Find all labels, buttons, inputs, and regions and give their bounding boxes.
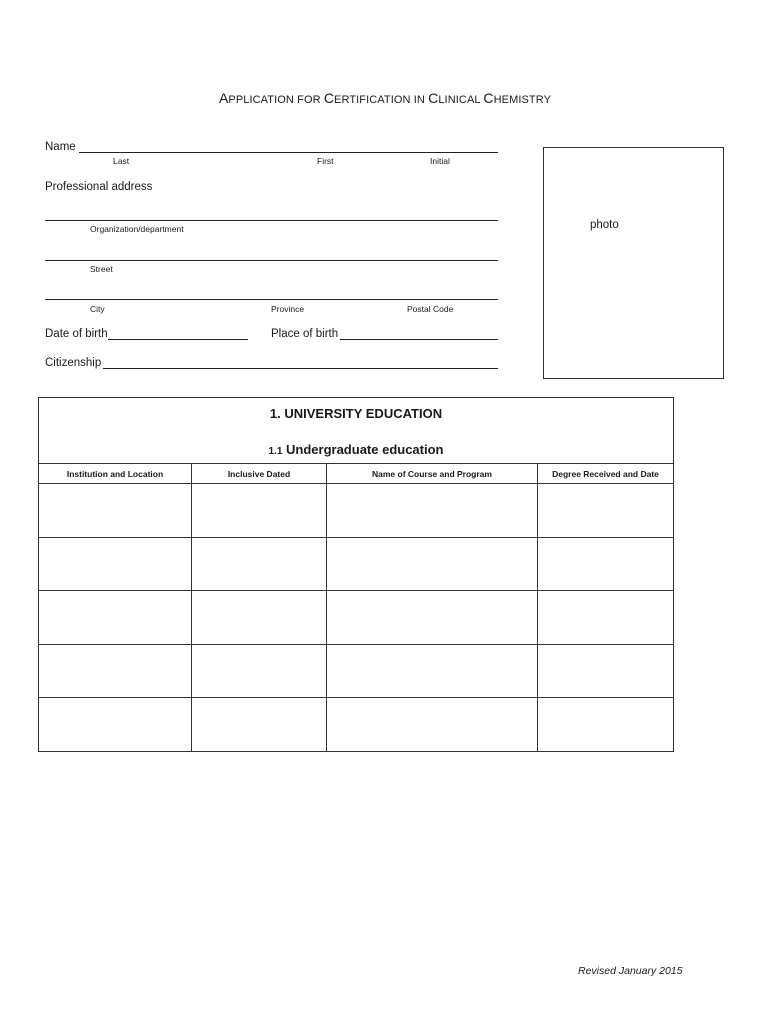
revised-date: Revised January 2015 [578, 965, 683, 977]
subsection-number: 1.1 [268, 446, 283, 457]
table-cell-input[interactable] [327, 484, 538, 538]
street-caption: Street [90, 264, 113, 274]
name-label: Name [45, 141, 76, 153]
table-cell-input[interactable] [39, 537, 192, 591]
table-cell-input[interactable] [192, 484, 327, 538]
column-header: Name of Course and Program [327, 464, 538, 484]
pob-label: Place of birth [271, 328, 339, 340]
title-part: C [323, 90, 335, 106]
column-header: Inclusive Dated [192, 464, 327, 484]
province-caption: Province [271, 304, 305, 314]
title-part: PPLICATION FOR [228, 94, 324, 106]
table-cell-input[interactable] [538, 591, 674, 645]
professional-address-label: Professional address [45, 181, 153, 193]
title-part: C [428, 90, 439, 106]
table-cell-input[interactable] [538, 644, 674, 698]
table-cell-input[interactable] [538, 698, 674, 752]
name-field[interactable] [79, 152, 498, 153]
table-cell-input[interactable] [538, 537, 674, 591]
organization-caption: Organization/department [90, 224, 184, 234]
city-caption: City [90, 304, 105, 314]
title-part: LINICAL [438, 94, 484, 106]
citizenship-label: Citizenship [45, 357, 102, 369]
table-row [39, 591, 674, 645]
title-part: ERTIFICATION IN [334, 94, 429, 106]
section-title: 1. UNIVERSITY EDUCATION [269, 406, 443, 421]
form-title [0, 90, 770, 106]
column-header: Institution and Location [39, 464, 192, 484]
table-row [39, 644, 674, 698]
dob-field[interactable] [108, 339, 248, 340]
pob-field[interactable] [340, 339, 498, 340]
table-row [39, 537, 674, 591]
photo-box[interactable] [543, 147, 724, 379]
name-initial-caption: Initial [430, 156, 450, 166]
organization-field[interactable] [45, 220, 498, 221]
table-cell-input[interactable] [327, 644, 538, 698]
table-cell-input[interactable] [327, 698, 538, 752]
table-row [39, 484, 674, 538]
dob-label: Date of birth [45, 328, 108, 340]
subsection-title-text: Undergraduate education [282, 442, 444, 457]
city-province-postal-field[interactable] [45, 299, 498, 300]
street-field[interactable] [45, 260, 498, 261]
table-cell-input[interactable] [192, 644, 327, 698]
table-cell-input[interactable] [39, 484, 192, 538]
education-rows [39, 484, 674, 752]
citizenship-field[interactable] [103, 368, 498, 369]
column-header: Degree Received and Date [538, 464, 674, 484]
table-cell-input[interactable] [327, 591, 538, 645]
table-row [39, 698, 674, 752]
title-part: C [483, 90, 494, 106]
postal-code-caption: Postal Code [407, 304, 454, 314]
education-table [38, 397, 674, 752]
education-header [39, 398, 674, 464]
table-cell-input[interactable] [39, 591, 192, 645]
title-part: HEMISTRY [493, 94, 552, 106]
table-cell-input[interactable] [192, 537, 327, 591]
subsection-title [39, 442, 673, 457]
table-cell-input[interactable] [39, 698, 192, 752]
name-last-caption: Last [113, 156, 130, 166]
table-cell-input[interactable] [192, 698, 327, 752]
table-cell-input[interactable] [327, 537, 538, 591]
name-first-caption: First [317, 156, 334, 166]
title-part: A [218, 90, 229, 106]
table-cell-input[interactable] [538, 484, 674, 538]
photo-label: photo [590, 219, 619, 231]
table-cell-input[interactable] [39, 644, 192, 698]
table-cell-input[interactable] [192, 591, 327, 645]
